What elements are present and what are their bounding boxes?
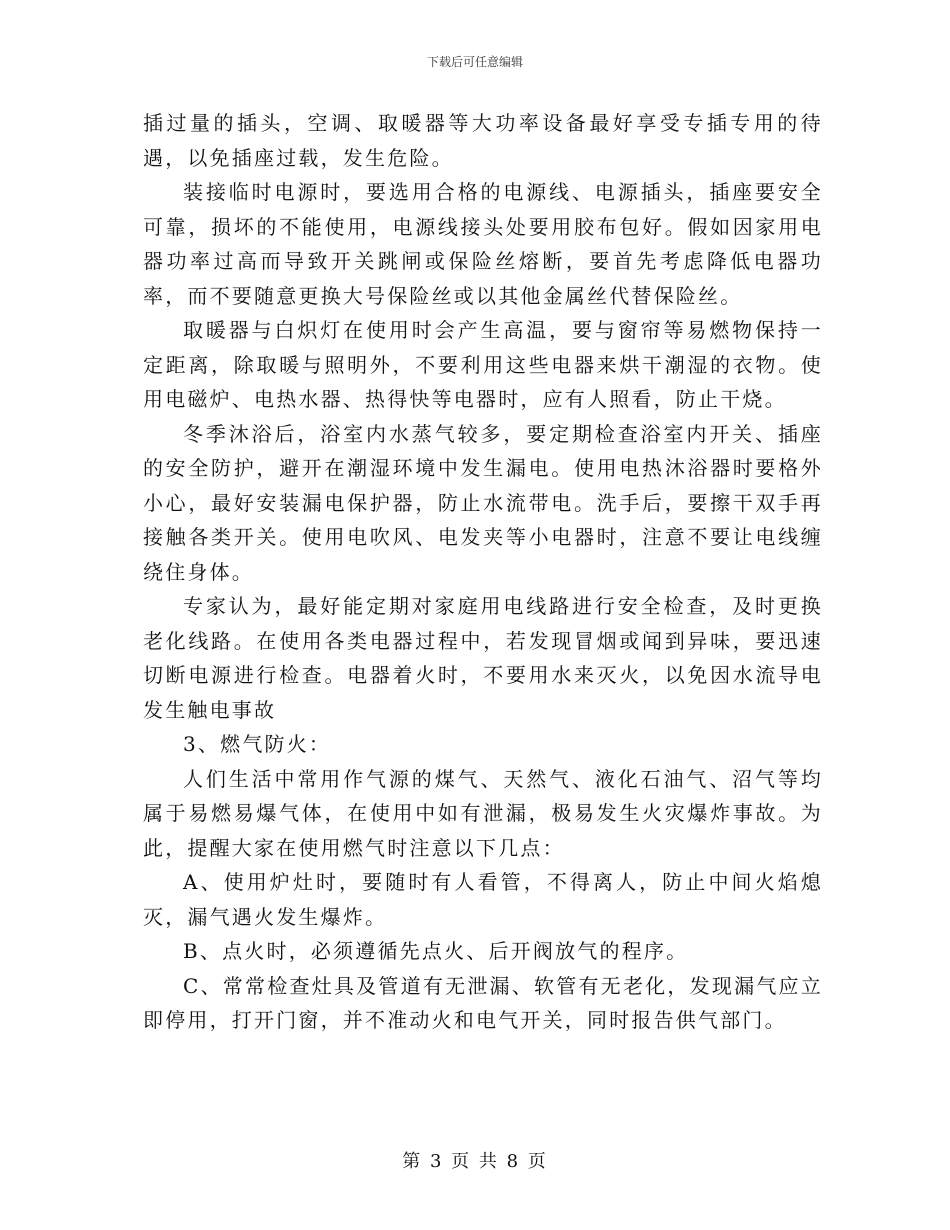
page-footer: 第 3 页 共 8 页	[402, 1151, 548, 1172]
paragraph: 取暖器与白炽灯在使用时会产生高温，要与窗帘等易燃物保持一定距离，除取暖与照明外，不要利用这些电器来烘干潮湿的衣物。使用电磁炉、电热水器、热得快等电器时，应有人照看，防止干烧。	[143, 318, 823, 411]
paragraph: 冬季沐浴后，浴室内水蒸气较多，要定期检查浴室内开关、插座的安全防护，避开在潮湿环境中发生漏电。使用电热沐浴器时要格外小心，最好安装漏电保护器，防止水流带电。洗手后，要擦干双手再接触各类开关。使用电吹风、电发夹等小电器时，注意不要让电线缠绕住身体。	[143, 421, 823, 584]
section-heading: 3、燃气防火：	[183, 732, 332, 756]
paragraph-continued: 插过量的插头，空调、取暖器等大功率设备最好享受专插专用的待遇，以免插座过载，发生危险。	[143, 111, 823, 170]
list-item: C、常常检查灶具及管道有无泄漏、软管有无老化，发现漏气应立即停用，打开门窗，并不准动火和电气开关，同时报告供气部门。	[143, 973, 823, 1032]
paragraph: 装接临时电源时，要选用合格的电源线、电源插头，插座要安全可靠，损坏的不能使用，电源线接头处要用胶布包好。假如因家用电器功率过高而导致开关跳闸或保险丝熔断，要首先考虑降低电器功率，而不要随意更换大号保险丝或以其他金属丝代替保险丝。	[143, 180, 823, 308]
body-text	[143, 106, 823, 1038]
paragraph: 人们生活中常用作气源的煤气、天然气、液化石油气、沼气等均属于易燃易爆气体，在使用中如有泄漏，极易发生火灾爆炸事故。为此，提醒大家在使用燃气时注意以下几点：	[143, 766, 823, 860]
paragraph: 专家认为，最好能定期对家庭用电线路进行安全检查，及时更换老化线路。在使用各类电器过程中，若发现冒烟或闻到异味，要迅速切断电源进行检查。电器着火时，不要用水来灭火，以免因水流导电发生触电事故	[143, 594, 823, 722]
list-item: B、点火时，必须遵循先点火、后开阀放气的程序。	[183, 939, 689, 963]
page-header: 下载后可任意编辑	[426, 55, 523, 69]
list-item: A、使用炉灶时，要随时有人看管，不得离人，防止中间火焰熄灭，漏气遇火发生爆炸。	[143, 870, 823, 929]
